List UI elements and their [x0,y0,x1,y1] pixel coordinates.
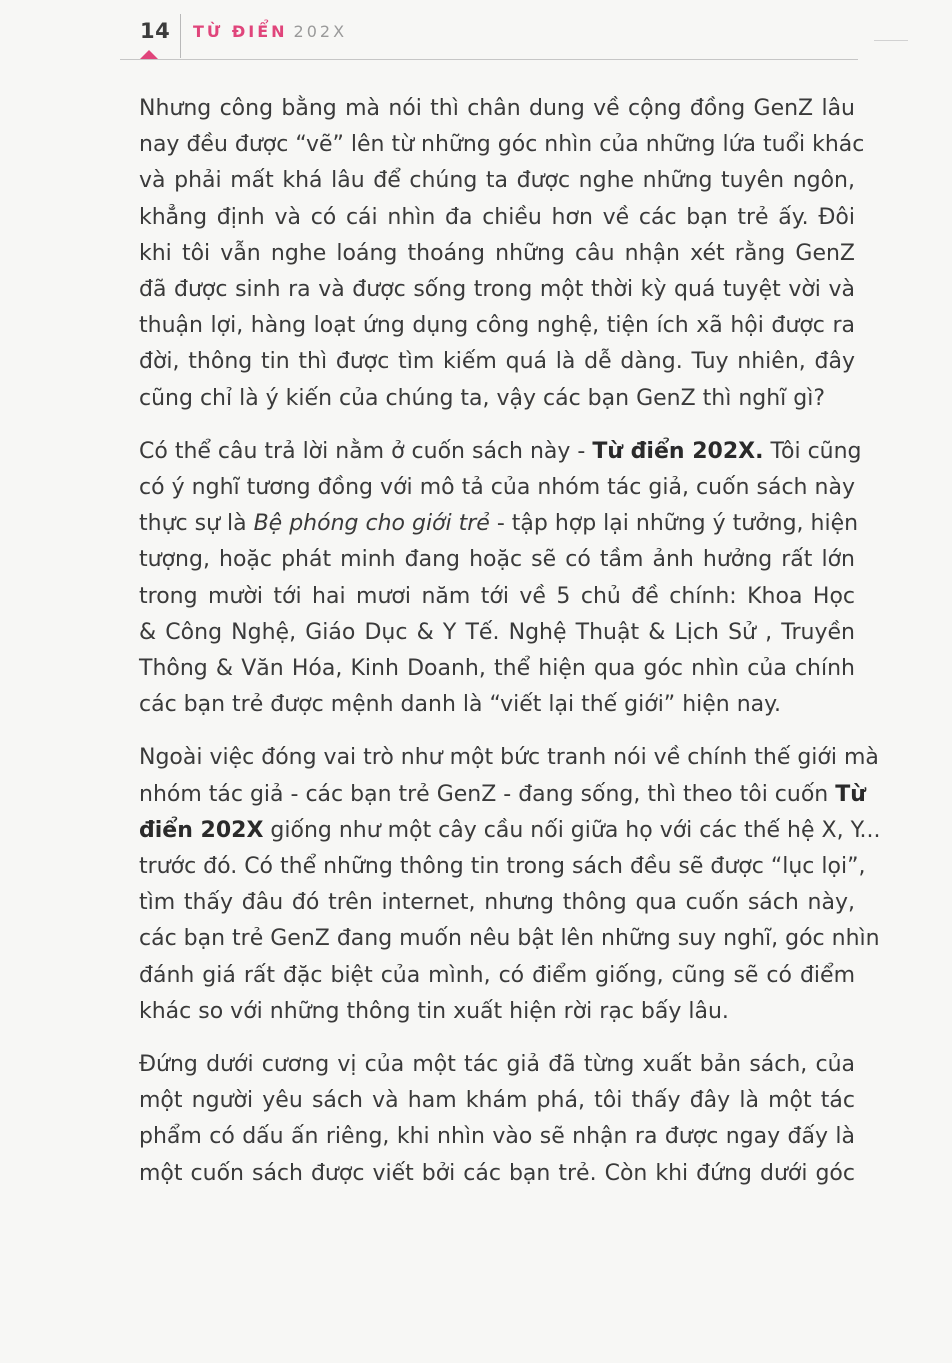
text-line: đời, thông tin thì được tìm kiếm quá là dễ dàng. Tuy nhiên, đây [139,349,855,375]
text-line: đánh giá rất đặc biệt của mình, có điểm giống, cũng sẽ có điểm [139,962,855,988]
text-line: khi tôi vẫn nghe loáng thoáng những câu nhận xét rằng GenZ [139,240,855,266]
text-line: trong mười tới hai mươi năm tới về 5 chủ đề chính: Khoa Học [139,583,855,609]
text-line: và phải mất khá lâu để chúng ta được nghe những tuyên ngôn, [139,168,855,194]
text-line: các bạn trẻ GenZ đang muốn nêu bật lên những suy nghĩ, góc nhìn [139,926,880,952]
running-title-main: TỪ ĐIỂN [193,22,288,41]
corner-mark [874,40,908,41]
header-rule [120,59,858,60]
text-line: nay đều được “vẽ” lên từ những góc nhìn của những lứa tuổi khác [139,132,865,158]
paragraph [139,1047,855,1192]
paragraph [139,91,865,417]
book-title-bold: Từ điển 202X. [592,438,764,464]
text-line: thuận lợi, hàng loạt ứng dụng công nghệ, tiện ích xã hội được ra [139,313,855,339]
text-line: Nhưng công bằng mà nói thì chân dung về cộng đồng GenZ lâu [139,96,855,121]
text-line: tượng, hoặc phát minh đang hoặc sẽ có tầm ảnh hưởng rất lớn [139,547,855,573]
text-line: Ngoài việc đóng vai trò như một bức tranh nói về chính thế giới mà [139,745,879,771]
text-line: nhóm tác giả - các bạn trẻ GenZ - đang sống, thì theo tôi cuốn Từ [139,781,866,807]
text-line: khác so với những thông tin xuất hiện rời rạc bấy lâu. [139,998,729,1024]
text-line: các bạn trẻ được mệnh danh là “viết lại thế giới” hiện nay. [139,692,782,718]
page-marker-triangle [140,50,158,59]
paragraph [139,740,881,1030]
text-line: Thông & Văn Hóa, Kinh Doanh, thể hiện qua góc nhìn của chính [139,656,855,682]
text-line: phẩm có dấu ấn riêng, khi nhìn vào sẽ nhận ra được ngay đấy là [139,1124,855,1150]
text-line: có ý nghĩ tương đồng với mô tả của nhóm tác giả, cuốn sách này [139,475,855,501]
header-divider [180,14,181,58]
page-header [0,0,952,70]
text-line: cũng chỉ là ý kiến của chúng ta, vậy các bạn GenZ thì nghĩ gì? [139,385,826,411]
body-text [139,91,881,1209]
text-line: & Công Nghệ, Giáo Dục & Y Tế. Nghệ Thuật & Lịch Sử , Truyền [139,619,855,645]
text-line: tìm thấy đâu đó trên internet, nhưng thông qua cuốn sách này, [139,890,855,916]
text-line: trước đó. Có thể những thông tin trong sách đều sẽ được “lục lọi”, [139,854,866,880]
text-line: đã được sinh ra và được sống trong một thời kỳ quá tuyệt vời và [139,277,855,303]
book-title-bold: Từ [835,781,866,807]
text-line: điển 202X giống như một cây cầu nối giữa họ với các thế hệ X, Y... [139,817,881,843]
italic-phrase: Bệ phóng cho giới trẻ [253,511,490,537]
running-title-year: 202X [293,22,348,41]
page-number: 14 [140,19,171,43]
text-line: một cuốn sách được viết bởi các bạn trẻ. Còn khi đứng dưới góc [139,1160,855,1186]
text-line: Có thể câu trả lời nằm ở cuốn sách này - Từ điển 202X. Tôi cũng [139,438,862,464]
running-title [193,22,347,41]
text-line: thực sự là Bệ phóng cho giới trẻ - tập hợp lại những ý tưởng, hiện [139,511,859,537]
text-line: Đứng dưới cương vị của một tác giả đã từng xuất bản sách, của [139,1052,855,1078]
book-title-bold: điển 202X [139,817,264,843]
text-line: khẳng định và có cái nhìn đa chiều hơn về các bạn trẻ ấy. Đôi [139,204,855,230]
text-line: một người yêu sách và ham khám phá, tôi thấy đây là một tác [139,1088,855,1114]
paragraph [139,434,862,724]
